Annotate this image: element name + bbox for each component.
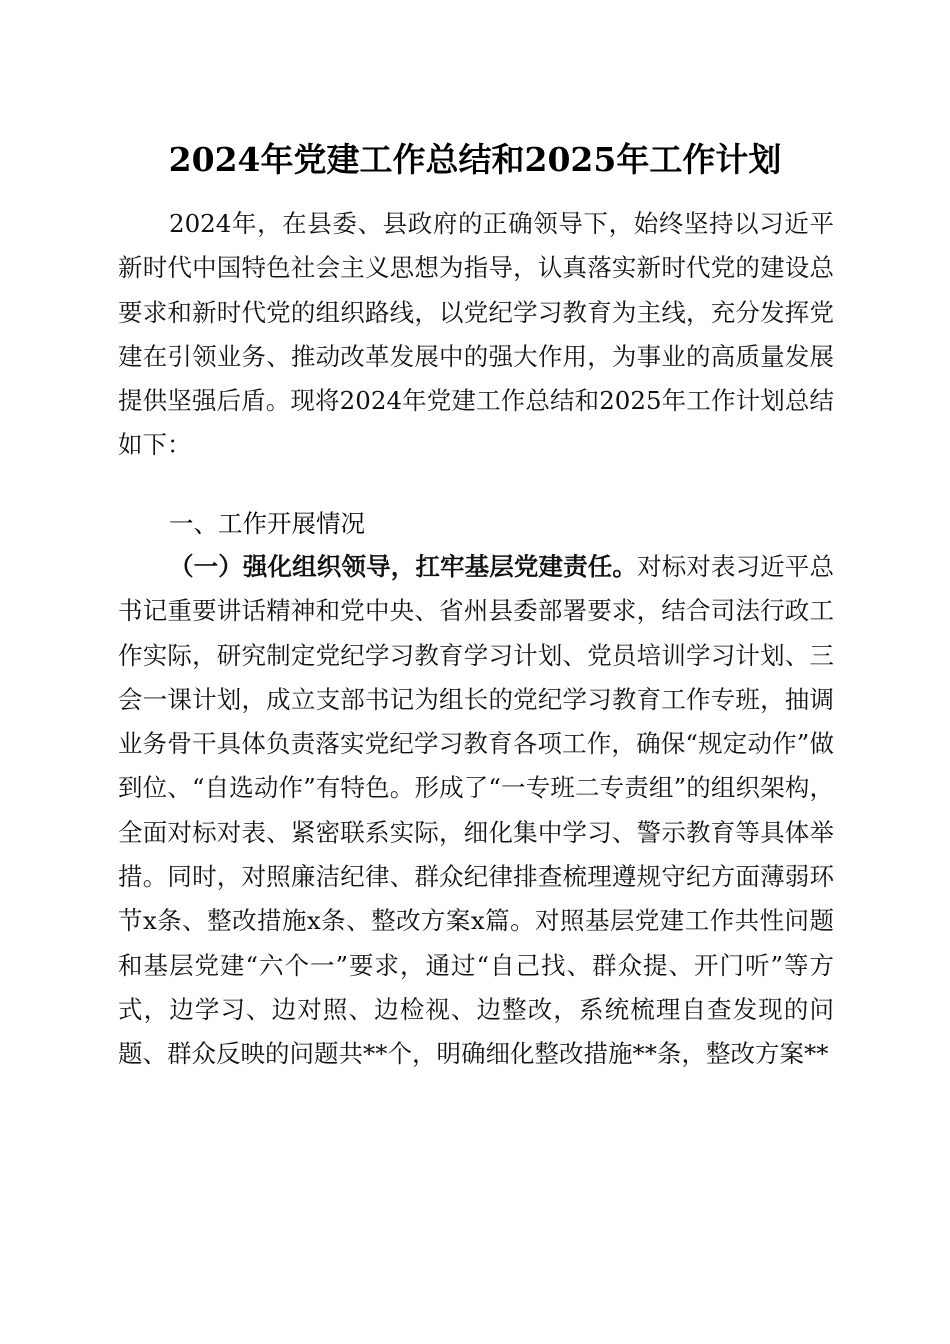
document-title: 2024年党建工作总结和2025年工作计划: [168, 140, 782, 179]
section-heading: 一、工作开展情况: [169, 509, 365, 538]
intro-paragraph: 2024年，在县委、县政府的正确领导下，始终坚持以习近平新时代中国特色社会主义思想为指导，认真落实新时代党的建设总要求和新时代党的组织路线，以党纪学习教育为主线，充分发挥党建在引领业务、推动改革发展中的强大作用，为事业的高质量发展提供坚强后盾。现将2024年党建工作总结和2025年工作计划总结如下：: [118, 209, 834, 460]
subsection-paragraph: [118, 545, 834, 1077]
subsection-heading: （一）强化组织领导，扛牢基层党建责任。: [169, 552, 638, 581]
subsection-body: 对标对表习近平总书记重要讲话精神和党中央、省州县委部署要求，结合司法行政工作实际，研究制定党纪学习教育学习计划、党员培训学习计划、三会一课计划，成立支部书记为组长的党纪学习教育工作专班，抽调业务骨干具体负责落实党纪学习教育各项工作，确保“规定动作”做到位、“自选动作”有特色。形成了“一专班二专责组”的组织架构，全面对标对表、紧密联系实际，细化集中学习、警示教育等具体举措。同时，对照廉洁纪律、群众纪律排查梳理遵规守纪方面薄弱环节x条、整改措施x条、整改方案x篇。对照基层党建工作共性问题和基层党建“六个一”要求，通过“自己找、群众提、开门听”等方式，边学习、边对照、边检视、边整改，系统梳理自查发现的问题、群众反映的问题共**个，明确细化整改措施**条，整改方案**: [118, 552, 835, 1069]
